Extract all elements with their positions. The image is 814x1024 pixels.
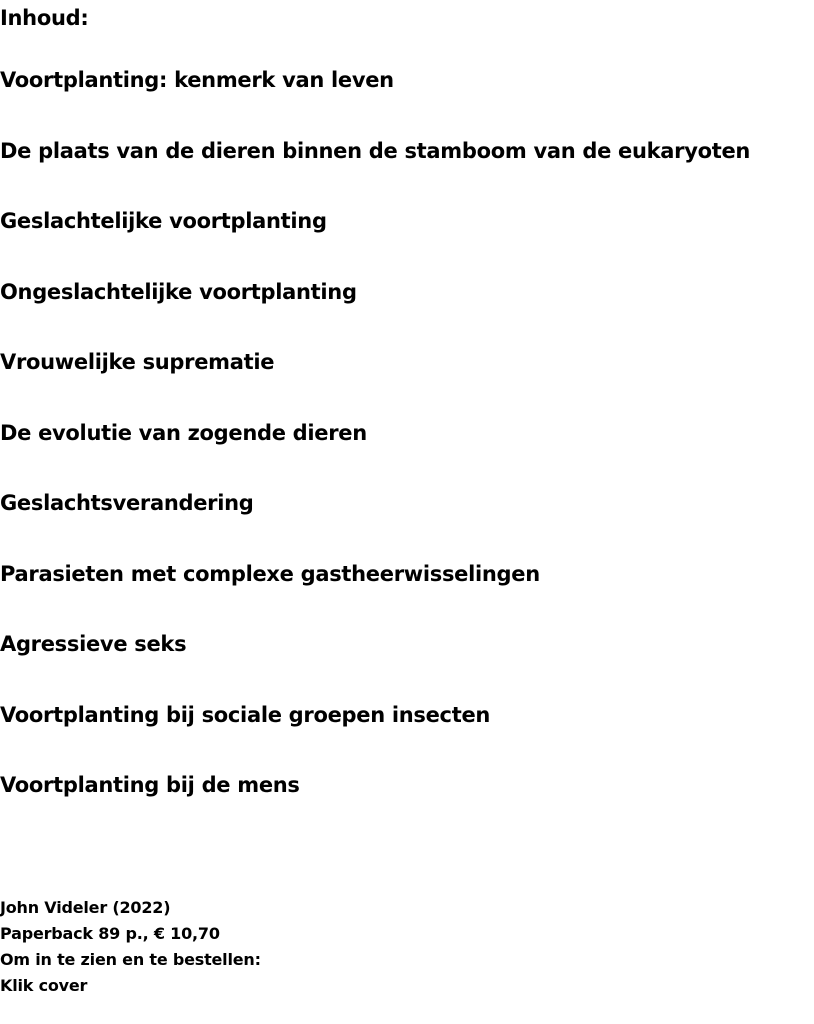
toc-item: Parasieten met complexe gastheerwisselingen: [0, 561, 540, 586]
book-details: Paperback 89 p., € 10,70: [0, 924, 220, 943]
toc-item: Voortplanting: kenmerk van leven: [0, 68, 394, 92]
contents-heading: Inhoud:: [0, 6, 89, 30]
toc-item: Ongeslachtelijke voortplanting: [0, 279, 357, 304]
click-cover-link[interactable]: Klik cover: [0, 976, 88, 995]
toc-item: Geslachtelijke voortplanting: [0, 209, 327, 233]
book-author: John Videler (2022): [0, 898, 171, 917]
toc-item: Agressieve seks: [0, 632, 187, 656]
toc-item: Vrouwelijke suprematie: [0, 350, 275, 374]
toc-item: De plaats van de dieren binnen de stamboom van de eukaryoten: [0, 138, 751, 163]
toc-item: Geslachtsverandering: [0, 491, 254, 515]
book-info: [0, 895, 261, 999]
toc-item: Voortplanting bij de mens: [0, 773, 300, 797]
toc-item: De evolutie van zogende dieren: [0, 420, 367, 445]
toc-item: Voortplanting bij sociale groepen insecten: [0, 702, 491, 727]
order-instruction: Om in te zien en te bestellen:: [0, 950, 261, 969]
table-of-contents: [0, 66, 750, 842]
